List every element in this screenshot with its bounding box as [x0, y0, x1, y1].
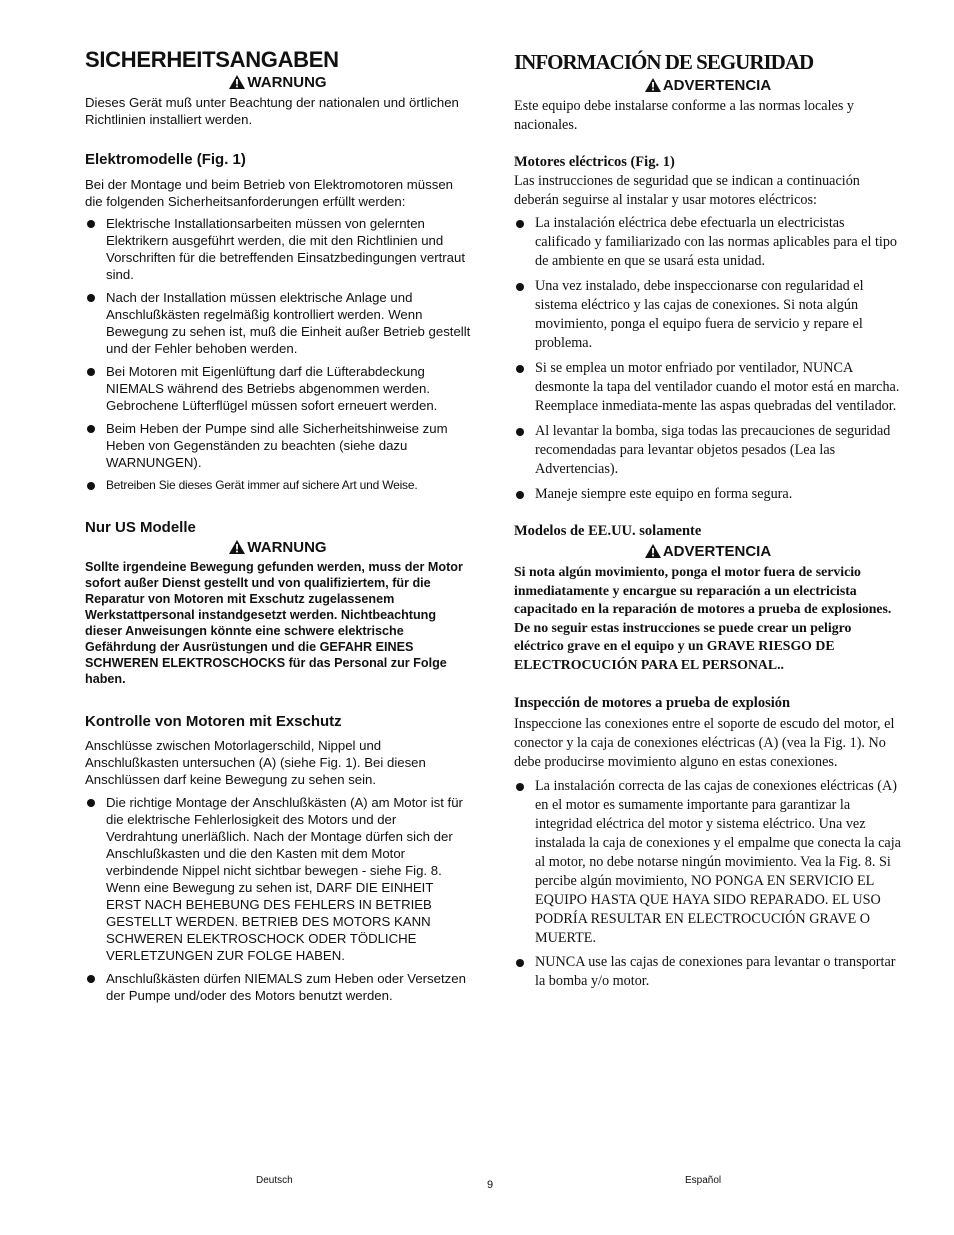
es-section3-list	[514, 777, 902, 991]
list-item: Nach der Installation müssen elektrische Anlage und Anschlußkästen regelmäßig kontrolliert werden. Wenn Bewegung zu sehen ist, muß die Einheit außer Betrieb gestellt und der Fehler behoben werden.	[85, 289, 471, 357]
es-warning-banner	[514, 77, 902, 95]
list-item: NUNCA use las cajas de conexiones para levantar o transportar la bomba y/o motor.	[514, 953, 902, 991]
es-warning-label: ADVERTENCIA	[662, 77, 772, 94]
de-section1-heading: Elektromodelle (Fig. 1)	[85, 151, 246, 168]
es-section3-heading: Inspección de motores a prueba de explosión	[514, 695, 791, 711]
de-section1-text: Bei der Montage und beim Betrieb von Elektromotoren müssen die folgenden Sicherheitsanforderungen erfüllt werden:	[85, 177, 453, 209]
es-section1-text: Las instrucciones de seguridad que se indican a continuación deberán seguirse al instalar y usar motores eléctricos:	[514, 173, 860, 208]
footer-language-es: Español	[685, 1175, 722, 1186]
list-item: Beim Heben der Pumpe sind alle Sicherheitshinweise zum Heben von Gegenständen zu beachten (siehe dazu WARNUNGEN).	[85, 420, 471, 471]
list-item: Al levantar la bomba, siga todas las precauciones de seguridad recomendadas para levantar objetos pesados (Lea las Advertencias).	[514, 422, 902, 479]
list-item: Anschlußkästen dürfen NIEMALS zum Heben oder Versetzen der Pumpe und/oder des Motors benutzt werden.	[85, 970, 471, 1004]
es-section1-heading: Motores eléctricos (Fig. 1)	[514, 154, 675, 170]
de-section3-list	[85, 794, 471, 1004]
de-section3-heading: Kontrolle von Motoren mit Exschutz	[85, 713, 342, 730]
warning-triangle-icon	[645, 544, 661, 558]
list-item: La instalación eléctrica debe efectuarla un electricistas calificado y familiarizado con las normas aplicables para el tipo de ambiente en que se usará esta unidad.	[514, 214, 902, 271]
page-number: 9	[487, 1179, 494, 1191]
de-section1-list	[85, 215, 471, 494]
list-item: La instalación correcta de las cajas de conexiones eléctricas (A) en el motor es sumamente importante para garantizar la integridad eléctrica del motor y sistema eléctrico. Una vez instalada la caja de conexiones y el empalme que conecta la caja al motor, no debe notarse ningún movimiento. Vea la Fig. 8. Si percibe algún movimiento, NO PONGA EN SERVICIO EL EQUIPO HASTA QUE HAYA SIDO REPARADO. EL USO PODRÍA RESULTAR EN ELECTROCUCIÓN GRAVE O MUERTE.	[514, 777, 902, 948]
german-column	[85, 44, 471, 1004]
es-page-title: INFORMACIÓN DE SEGURIDAD	[514, 50, 814, 74]
warning-triangle-icon	[229, 540, 245, 554]
list-item: Una vez instalado, debe inspeccionarse con regularidad el sistema eléctrico y las cajas de conexiones. Si nota algún movimiento, ponga el equipo fuera de servicio y repare el problema.	[514, 277, 902, 353]
de-section3-text: Anschlüsse zwischen Motorlagerschild, Nippel und Anschlußkasten untersuchen (A) (siehe Fig. 1). Bei diesen Anschlüssen darf keine Bewegung zu sehen sein.	[85, 738, 426, 787]
es-intro: Este equipo debe instalarse conforme a las normas locales y nacionales.	[514, 98, 854, 133]
es-section3-text: Inspeccione las conexiones entre el soporte de escudo del motor, el conector y la caja de conexiones eléctricas (A) (vea la Fig. 1). No debe producirse movimiento alguno en estas conexiones.	[514, 716, 895, 770]
de-section2-text: Sollte irgendeine Bewegung gefunden werden, muss der Motor sofort außer Dienst gestellt und von qualifiziertem, für die Reparatur von Motoren mit Exschutz zugelassenem Werkstattpersonal instandgesetzt werden. Nichtbeachtung dieser Anweisungen könnte eine schwere elektrische Gefährdung der Ausrüstungen und die GEFAHR EINES SCHWEREN ELEKTROSCHOCKS für das Personal zur Folge haben.	[85, 560, 463, 686]
de-page-title: SICHERHEITSANGABEN	[85, 47, 339, 72]
es-us-warning-label: ADVERTENCIA	[662, 543, 772, 560]
es-us-warning-banner	[514, 543, 902, 561]
de-us-warning-banner	[85, 539, 471, 557]
es-section1-list	[514, 214, 902, 504]
es-section2-heading: Modelos de EE.UU. solamente	[514, 523, 702, 539]
list-item: Elektrische Installationsarbeiten müssen von gelernten Elektrikern ausgeführt werden, die mit den Richtlinien und Vorschriften für die betreffenden Einsatzbedingungen vertraut sind.	[85, 215, 471, 283]
list-item: Maneje siempre este equipo en forma segura.	[514, 485, 902, 504]
es-section2-text: Si nota algún movimiento, ponga el motor fuera de servicio inmediatamente y encargue su reparación a un electricista capacitado en la reparación de motores a prueba de explosiones. De no seguir estas instrucciones se puede crear un peligro eléctrico grave en el equipo y un GRAVE RIESGO DE ELECTROCUCIÓN PARA EL PERSONAL..	[514, 564, 892, 672]
warning-triangle-icon	[229, 75, 245, 89]
spanish-column	[514, 44, 902, 991]
list-item: Bei Motoren mit Eigenlüftung darf die Lüfterabdeckung NIEMALS während des Betriebs abgenommen werden. Gebrochene Lüfterflügel müssen sofort erneuert werden.	[85, 363, 471, 414]
de-us-warning-label: WARNUNG	[247, 539, 327, 556]
de-warning-label: WARNUNG	[247, 74, 327, 91]
footer-language-de: Deutsch	[256, 1175, 293, 1186]
de-intro: Dieses Gerät muß unter Beachtung der nationalen und örtlichen Richtlinien installiert werden.	[85, 95, 459, 127]
de-section2-heading: Nur US Modelle	[85, 519, 196, 536]
de-warning-banner	[85, 74, 471, 92]
warning-triangle-icon	[645, 78, 661, 92]
list-item: Betreiben Sie dieses Gerät immer auf sichere Art und Weise.	[85, 477, 471, 494]
list-item: Die richtige Montage der Anschlußkästen (A) am Motor ist für die elektrische Fehlerlosigkeit des Motors und der Verdrahtung unerläßlich. Nach der Montage dürfen sich der Anschlußkasten und die den Kasten mit dem Motor verbindende Nippel nicht sichtbar bewegen - siehe Fig. 8. Wenn eine Bewegung zu sehen ist, DARF DIE EINHEIT ERST NACH BEHEBUNG DES FEHLERS IN BETRIEB GESTELLT WERDEN. BETRIEB DES MOTORS KANN SCHWEREN ELEKTROSCHOCK ODER TÖDLICHE VERLETZUNGEN ZUR FOLGE HABEN.	[85, 794, 471, 964]
list-item: Si se emplea un motor enfriado por ventilador, NUNCA desmonte la tapa del ventilador cuando el motor está en marcha. Reemplace inmediata-mente las aspas quebradas del ventilador.	[514, 359, 902, 416]
